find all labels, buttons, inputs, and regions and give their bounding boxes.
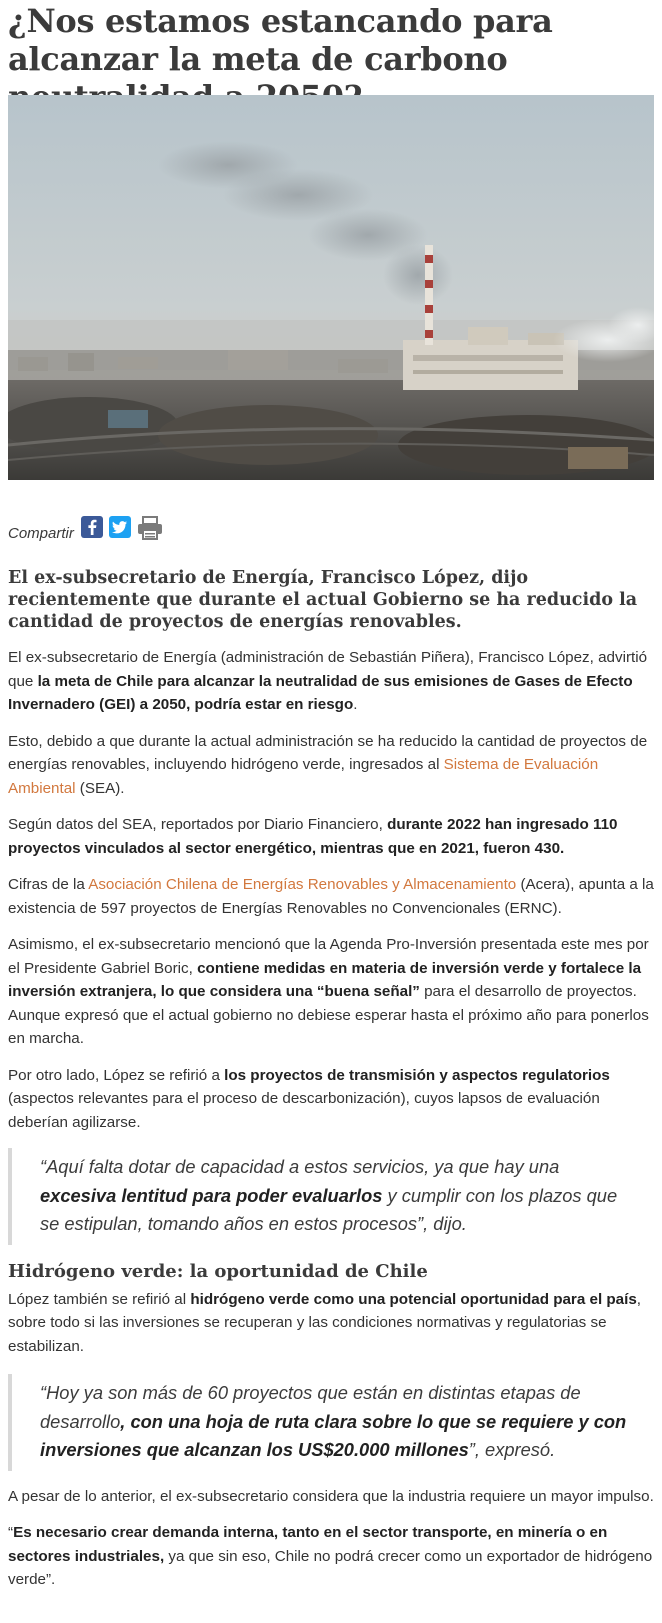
share-bar (8, 504, 654, 561)
paragraph-6: Por otro lado, López se refirió a los proyectos de transmisión y aspectos regulatorios (aspectos relevantes para el proceso de descarbonización), cuyos lapsos de evaluación deberían agilizarse. (8, 1066, 610, 1131)
paragraph-1: El ex-subsecretario de Energía (administración de Sebastián Piñera), Francisco López, advirtió que la meta de Chile para alcanzar la neutralidad de sus emisiones de Gases de Efecto Invernadero (GEI) a 2050, podría estar en riesgo. (8, 649, 648, 713)
print-icon[interactable] (137, 516, 159, 538)
paragraph-5: Asimismo, el ex-subsecretario mencionó que la Agenda Pro-Inversión presentada este mes por el Presidente Gabriel Boric, contiene medidas en materia de inversión verde y fortalece la inversión extranjera, lo que considera una “buena señal” para el desarrollo de proyectos. Aunque expresó que el actual gobierno no debiese esperar hasta el próximo año para ponerlos en marcha. (8, 936, 649, 1047)
section-heading: Hidrógeno verde: la oportunidad de Chile (8, 1260, 428, 1282)
paragraph-4: Cifras de la Asociación Chilena de Energías Renovables y Almacenamiento (Acera), apunta a la existencia de 597 proyectos de Energías Renovables no Convencionales (ERNC). (8, 876, 654, 917)
paragraph-9: “Es necesario crear demanda interna, tanto en el sector transporte, en minería o en sectores industriales, ya que sin eso, Chile no podrá crecer como un exportador de hidrógeno verde”. (8, 1524, 653, 1588)
facebook-icon[interactable] (81, 516, 103, 538)
twitter-icon[interactable] (109, 516, 131, 538)
acera-link[interactable]: Asociación Chilena de Energías Renovables y Almacenamiento (88, 876, 517, 893)
paragraph-3: Según datos del SEA, reportados por Diario Financiero, durante 2022 han ingresado 110 proyectos vinculados al sector energético, mientras que en 2021, fueron 430. (8, 816, 618, 857)
share-label: Compartir (8, 525, 74, 542)
paragraph-8: A pesar de lo anterior, el ex-subsecretario considera que la industria requiere un mayor impulso. (8, 1487, 654, 1505)
hero-image (8, 95, 654, 480)
sea-link[interactable]: Sistema de Evaluación Ambiental (8, 756, 599, 797)
blockquote-2: “Hoy ya son más de 60 proyectos que están en distintas etapas de desarrollo, con una hoja de ruta clara sobre lo que se requiere y con inversiones que alcanzan los US$20.000 millones”, expresó. (8, 1374, 632, 1471)
article-lead: El ex-subsecretario de Energía, Francisco López, dijo recientemente que durante el actual Gobierno se ha reducido la cantidad de proyectos de energías renovables. (8, 568, 638, 632)
article-title: ¿Nos estamos estancando para alcanzar la meta de carbono (8, 2, 553, 78)
paragraph-2: Esto, debido a que durante la actual administración se ha reducido la cantidad de proyectos de energías renovables, incluyendo hidrógeno verde, ingresados al Sistema de Evaluación Ambiental (SEA). (8, 732, 648, 797)
paragraph-7: López también se refirió al hidrógeno verde como una potencial oportunidad para el país, sobre todo si las inversiones se recuperan y las condiciones normativas y regulatorias se estabilizan. (8, 1290, 642, 1355)
blockquote-1: “Aquí falta dotar de capacidad a estos servicios, ya que hay una excesiva lentitud para poder evaluarlos y cumplir con los plazos que se estipulan, tomando años en estos procesos”, dijo. (8, 1148, 632, 1245)
